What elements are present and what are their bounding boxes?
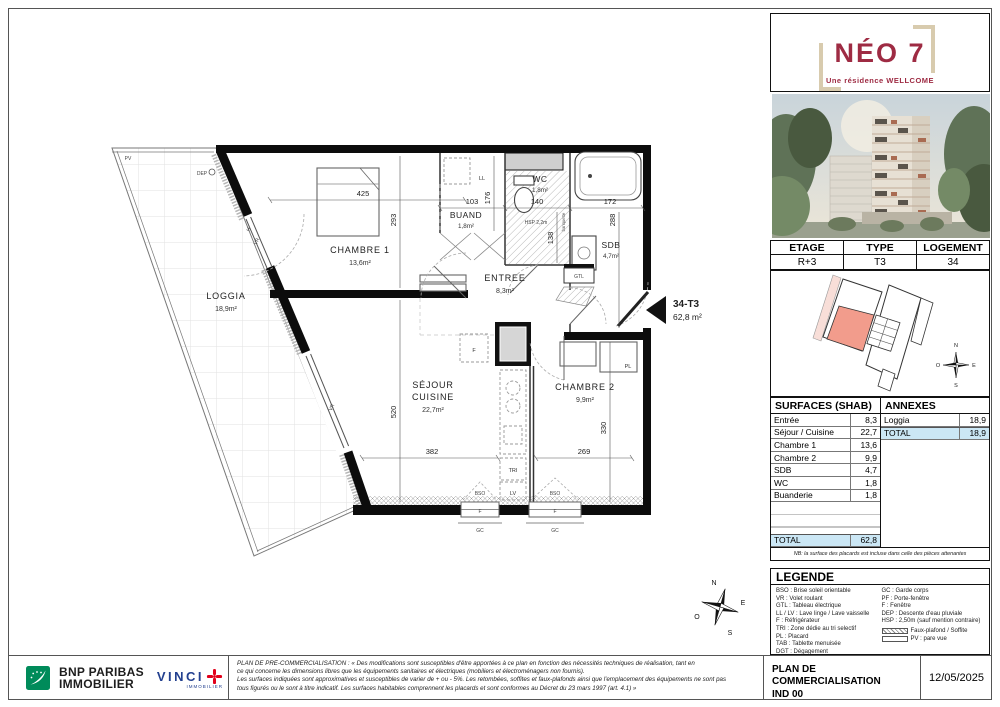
document-title: PLAN DE COMMERCIALISATION <box>772 664 881 687</box>
tag-bso-win2: BSO <box>549 491 561 497</box>
legend-item: HSP : 2,50m (sauf mention contraire) <box>881 618 981 625</box>
surfaces-total-value: 62,8 <box>850 535 880 547</box>
document-date: 12/05/2025 <box>920 656 992 700</box>
tag-h-ch1: H <box>245 226 253 233</box>
tag-f-win1: F <box>478 509 482 515</box>
floor-plan <box>8 8 768 655</box>
document-index: IND 00 <box>772 689 804 700</box>
room-area-sdb: 4,7m² <box>602 253 620 260</box>
surface-row <box>771 452 880 465</box>
brand-name: NÉO 7 <box>834 38 926 68</box>
tag-lv: LV <box>509 491 517 497</box>
bnp-line2: IMMOBILIER <box>59 677 134 691</box>
brand-panel <box>770 13 990 92</box>
disclaimer <box>228 656 763 700</box>
surfaces-rows <box>771 414 880 502</box>
dim-293: 293 <box>389 213 398 227</box>
legend-title: LEGENDE <box>771 569 989 585</box>
room-label-chambre2: CHAMBRE 2 <box>555 382 615 392</box>
surface-row-value: 8,3 <box>850 414 880 426</box>
dim-382: 382 <box>425 447 439 456</box>
legend-item: TRI : Zone dédie au tri selectif <box>776 625 857 632</box>
annexe-row-label: Loggia <box>884 414 910 425</box>
dim-103: 103 <box>465 197 479 206</box>
surfaces-note: NB: la surface des placards est incluse dans celle des pièces attenantes <box>771 547 989 560</box>
legend-item: PL : Placard <box>776 633 809 640</box>
legend-item: F : Réfrigérateur <box>776 618 820 625</box>
locator-compass-e: E <box>972 363 976 369</box>
compass-o: O <box>694 614 700 621</box>
bed <box>317 168 379 236</box>
legend-swatch <box>882 636 908 642</box>
locator-compass-n: N <box>954 343 958 349</box>
surface-row-value: 1,8 <box>850 490 880 502</box>
surface-row <box>771 477 880 490</box>
unit-info-header-row <box>771 241 989 255</box>
surface-row-label: Chambre 2 <box>774 452 817 463</box>
surface-row-label: Entrée <box>774 414 800 425</box>
dim-140: 140 <box>530 197 544 206</box>
tag-vr-ch1: VR <box>252 237 262 246</box>
plan-compass <box>696 583 743 630</box>
unit-code: 34-T3 <box>673 299 700 310</box>
surface-row-value: 9,9 <box>850 452 880 464</box>
annexes-total-label: TOTAL <box>884 428 911 439</box>
unit-info-table <box>770 240 990 270</box>
legend-item: F : Fenêtre <box>881 603 911 610</box>
vinci-sub: IMMOBILIER <box>186 683 224 689</box>
value-type: T3 <box>843 255 916 269</box>
legend-left-column <box>776 588 882 656</box>
legend-item: TAB : Tablette menuisée <box>776 641 841 648</box>
shaft-inner <box>500 327 526 361</box>
dim-138: 138 <box>546 231 555 245</box>
publisher-logos <box>8 656 228 700</box>
surface-row-value: 1,8 <box>850 477 880 489</box>
annexes-rows <box>881 414 989 427</box>
locator-compass-s: S <box>954 383 958 389</box>
annexes-title: ANNEXES <box>885 399 936 412</box>
disclaimer-line: Les surfaces indiquées sont approximatives et susceptibles de varier de + ou - 5%. Les retombées, soffites et faux-plafonds ainsi que l'emplacement des équipements ne sont pas <box>237 676 727 684</box>
surface-row-value: 13,6 <box>850 439 880 451</box>
legend-item: DEP : Descente d'eau pluviale <box>881 610 963 617</box>
dim-425: 425 <box>356 189 370 198</box>
legend-right-column <box>882 588 988 626</box>
tag-gc-win2: GC <box>551 528 559 534</box>
disclaimer-line: ce qui concerne les dimensions libres que les équipements sanitaires et électriques (mobiliers et électroménagers non fournis). <box>237 668 585 676</box>
dim-269: 269 <box>577 447 591 456</box>
room-label-sejour-2: CUISINE <box>411 392 455 402</box>
surface-row-label: Chambre 1 <box>774 439 817 450</box>
room-label-entree: ENTREE <box>484 273 526 283</box>
room-area-chambre2: 9,9m² <box>576 397 594 404</box>
vinci-name: VINCI <box>156 668 205 684</box>
locator-compass-o: O <box>935 363 941 369</box>
annexe-row-value: 18,9 <box>959 414 989 426</box>
legend-swatch-row <box>882 628 988 634</box>
tag-ll: LL <box>478 176 486 182</box>
header-logement: LOGEMENT <box>916 241 989 255</box>
tag-dep: DEP <box>196 171 208 177</box>
disclaimer-line: tous figurés ou le sont à titre indicatif. Les surfaces habitables comprennent les placards et sont conformes au Décret du 23 mars 1997 (art. 4.1) » <box>237 684 637 692</box>
legend-item: GC : Garde corps <box>881 588 929 594</box>
dim-172: 172 <box>603 197 617 206</box>
title-block <box>8 655 992 700</box>
legend-swatches <box>882 628 988 642</box>
surface-row-value: 22,7 <box>850 427 880 439</box>
surface-row <box>771 490 880 503</box>
room-area-sejour: 22,7m² <box>422 407 444 414</box>
room-area-loggia: 18,9m² <box>215 306 237 313</box>
tag-pv: PV <box>124 156 132 162</box>
surface-row <box>771 427 880 440</box>
legend-swatch-label: Faux-plafond / Soffite <box>910 627 968 634</box>
vinci-logo <box>157 668 223 689</box>
closet-2 <box>600 342 637 372</box>
room-label-wc: WC <box>532 174 548 184</box>
building-photo <box>772 94 990 238</box>
header-etage: ETAGE <box>771 241 843 255</box>
annexes-total-row <box>881 427 989 441</box>
legend-swatch <box>882 628 908 634</box>
document-title-cell <box>763 656 920 700</box>
surfaces-empty-rows <box>771 502 880 533</box>
annexe-row <box>881 414 989 427</box>
room-area-wc: 1,8m² <box>531 187 549 194</box>
tag-tri: TRI <box>508 468 518 474</box>
room-label-buand: BUAND <box>449 210 483 220</box>
dim-520: 520 <box>389 405 398 419</box>
compass-s: S <box>727 630 733 637</box>
compass-e: E <box>740 600 746 607</box>
bnp-logo-text <box>59 666 144 691</box>
surfaces-panel <box>770 397 990 561</box>
locator-compass <box>943 352 969 378</box>
tag-pl: PL <box>624 364 632 370</box>
legend-item: GTL : Tableau électrique <box>776 603 842 610</box>
room-area-chambre1: 13,6m² <box>349 260 371 267</box>
surfaces-total-label: TOTAL <box>774 535 801 546</box>
disclaimer-line: PLAN DE PRÉ-COMMERCIALISATION : « Des modifications sont susceptibles d'être apportées à ce plan en fonction des nécessités techniques de réalisation, tant en <box>237 660 695 667</box>
tag-gc-win1: GC <box>476 528 484 534</box>
tag-fridge: F <box>472 348 476 354</box>
legend-item: DGT : Dégagement <box>776 648 828 655</box>
room-label-loggia: LOGGIA <box>206 291 246 301</box>
legend-swatch-label: PV : pare vue <box>910 635 947 642</box>
surface-row-label: WC <box>774 477 789 488</box>
surface-row <box>771 439 880 452</box>
tag-bso-win1: BSO <box>474 491 486 497</box>
legend-item: VR : Volet roulant <box>776 595 823 602</box>
surfaces-title: SURFACES (SHAB) <box>771 398 881 413</box>
tag-hsp: HSP 2,2m <box>524 220 548 226</box>
duct <box>505 153 563 170</box>
tag-gtl: GTL <box>574 274 584 280</box>
legend-item: BSO : Brise soleil orientable <box>776 588 851 594</box>
room-area-buand: 1,8m² <box>457 223 475 230</box>
unit-area: 62,8 m² <box>673 312 702 322</box>
tag-banquette: banquette <box>561 212 566 232</box>
bottom-wall-hatch <box>353 496 651 505</box>
surfaces-total-row <box>771 534 880 548</box>
room-label-chambre1: CHAMBRE 1 <box>330 245 390 255</box>
dim-330: 330 <box>599 421 608 435</box>
surface-row-label: SDB <box>774 465 792 476</box>
dim-176: 176 <box>483 191 492 205</box>
legend-panel <box>770 568 990 655</box>
vinci-logo-icon <box>206 668 223 685</box>
entree-shelf-2 <box>420 284 466 291</box>
surface-row-value: 4,7 <box>850 464 880 476</box>
dim-288: 288 <box>608 213 617 227</box>
header-type: TYPE <box>843 241 916 255</box>
surface-row <box>771 414 880 427</box>
surface-row-label: Séjour / Cuisine <box>774 427 835 438</box>
surface-row <box>771 464 880 477</box>
bnp-logo-icon <box>26 666 50 690</box>
legend-item: LL / LV : Lave linge / Lave vaisselle <box>776 610 870 617</box>
compass-n: N <box>711 580 717 587</box>
room-area-entree: 8,3m² <box>496 288 514 295</box>
tub-tap <box>588 174 592 178</box>
room-label-sejour-1: SÉJOUR <box>412 380 454 390</box>
bnp-line1: BNP PARIBAS <box>59 664 144 679</box>
tag-f-win2: F <box>553 509 557 515</box>
tag-vr-sejour: VR <box>327 403 337 412</box>
annexes-total-value: 18,9 <box>959 428 989 440</box>
value-logement: 34 <box>916 255 989 269</box>
legend-swatch-row <box>882 636 988 642</box>
brand-tagline: Une résidence WELLCOME <box>825 76 935 85</box>
unit-info-value-row <box>771 255 989 269</box>
building-locator <box>770 270 990 397</box>
surface-row-label: Buanderie <box>774 490 813 501</box>
legend-item: PF : Porte-fenêtre <box>881 595 930 602</box>
closet-1 <box>560 342 596 366</box>
room-label-sdb: SDB <box>601 240 621 250</box>
value-etage: R+3 <box>797 256 817 268</box>
